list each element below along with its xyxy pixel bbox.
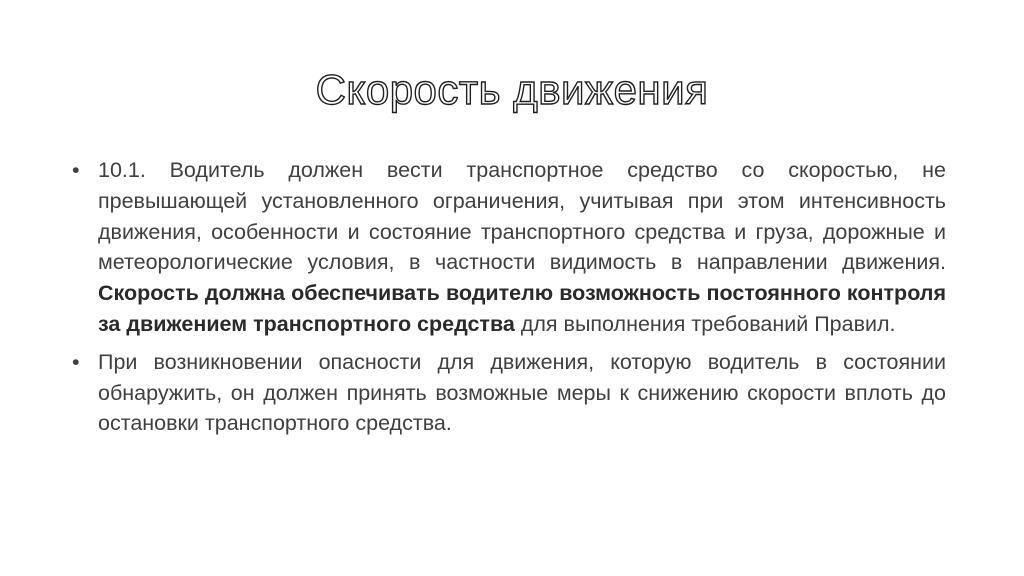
bullet-marker-icon: • [72, 349, 80, 374]
slide-content [66, 155, 946, 446]
bullet-2-text: При возникновении опасности для движения, которую водитель в состоянии обнаружить, он должен принять возможные меры к снижению скорости вплоть до остановки транспортного средства. [98, 349, 946, 436]
bullet-marker-icon: • [72, 158, 80, 182]
bullet-1-text-before: 10.1. Водитель должен вести транспортное средство со скоростью, не превышающей установленного ограничения, учитывая при этом интенсивность движения, особенности и состояние транспортного средства и груза, дорожные и метеорологические условия, в частности видимость в направлении движения. [98, 158, 946, 275]
bullet-1-text-after: для выполнения требований Правил. [514, 311, 896, 336]
bullet-1-text-bold: Скорость должна обеспечивать водителю возможность постоянного контроля за движением транспортного средства [98, 281, 946, 336]
slide-title: Скорость движения [315, 66, 709, 113]
bullet-item-1 [66, 155, 946, 340]
bullet-item-2 [66, 347, 946, 439]
